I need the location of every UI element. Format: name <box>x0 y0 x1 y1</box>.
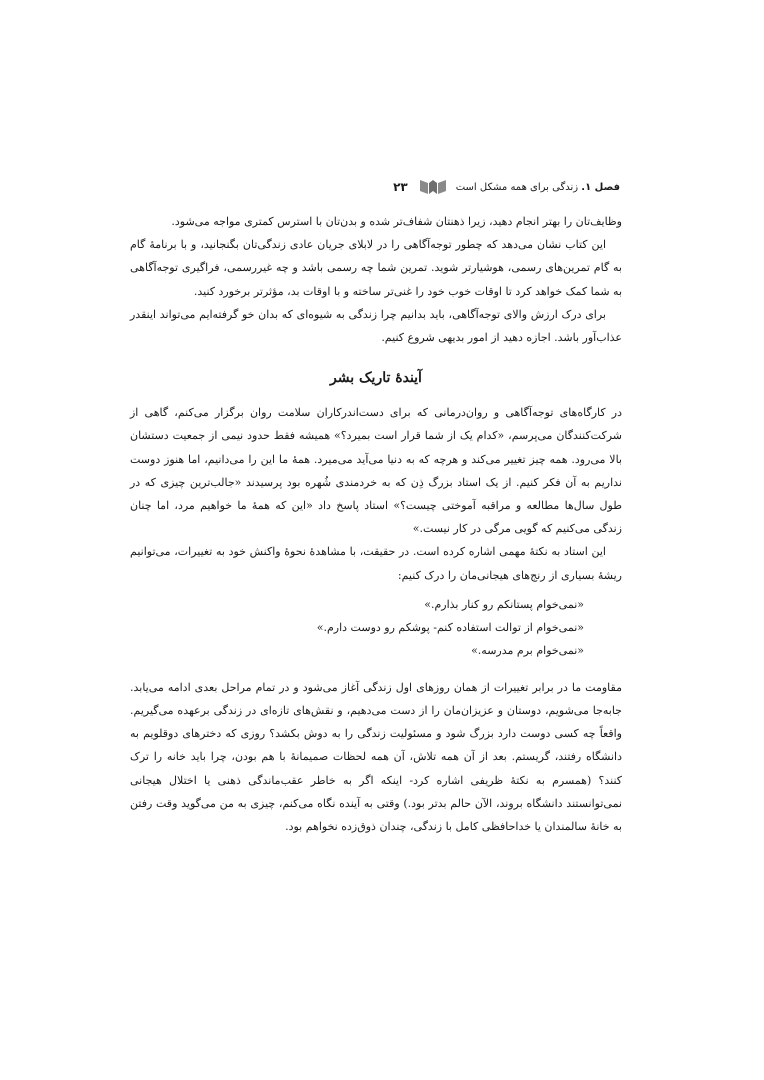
page-number: ۲۳ <box>393 180 408 194</box>
chapter-label: فصل ۱. <box>581 181 620 193</box>
section-paragraph-3: مقاومت ما در برابر تغییرات از همان روزهای اول زندگی آغاز می‌شود و در تمام مراحل بعدی ادامه می‌یابد. جابه‌جا می‌شویم، دوستان و عزیزان‌مان را از دست می‌دهیم، و نقش‌های تازه‌ای در زندگی برعهده می‌گیریم. واقعاً چه کسی دوست دارد بزرگ شود و مسئولیت زندگی را به دوش بکشد؟ روزی که دخترهای دوقلویم به دانشگاه رفتند، گریستم. بعد از آن همه تلاش، آن همه لحظات صمیمانهٔ با هم بودن، چرا باید خانه را ترک کنند؟ (همسرم به نکتهٔ ظریفی اشاره کرد- اینکه اگر به خاطر عقب‌ماندگی ذهنی یا اختلال هیجانی نمی‌توانستند دانشگاه بروند، الآن حالم بدتر بود.) وقتی به آینده نگاه می‌کنم، چیزی به من می‌گوید وقت رفتن به خانهٔ سالمندان یا خداحافظی کامل با زندگی، چندان ذوق‌زده نخواهم بود. <box>130 680 622 834</box>
section-heading: آیندهٔ تاریک بشر <box>330 370 422 387</box>
intro-paragraph-3: برای درک ارزش والای توجه‌آگاهی، باید بدانیم چرا زندگی به شیوه‌ای که بدان خو گرفته‌ایم می‌تواند اینقدر عذاب‌آور باشد. اجازه دهید از امور بدیهی شروع کنیم. <box>130 307 622 345</box>
page-header <box>132 176 620 198</box>
book-logo-icon <box>418 178 448 196</box>
page-body <box>130 210 622 838</box>
section-paragraph-2: این استاد به نکتهٔ مهمی اشاره کرده است. در حقیقت، با مشاهدهٔ نحوهٔ واکنش خود به تغییرات، می‌توانیم ریشهٔ بسیاری از رنج‌های هیجانی‌مان را درک کنیم: <box>130 545 622 582</box>
quote-item: «نمی‌خوام پستانکم رو کنار بذارم.» <box>424 597 584 611</box>
quote-list <box>130 593 584 662</box>
spacer <box>130 668 622 676</box>
section-paragraph-1: در کارگاه‌های توجه‌آگاهی و روان‌درمانی که برای دست‌اندرکاران سلامت روان برگزار می‌کنم، گاهی از شرکت‌کنندگان می‌پرسم، «کدام یک از شما قرار است بمیرد؟» همیشه فقط حدود نیمی از جمعیت دستشان بالا می‌رود. همه چیز تغییر می‌کند و هرچه که به دنیا می‌آید می‌میرد. همهٔ ما این را می‌دانیم، اما هنوز دوست نداریم به آن فکر کنیم. از یک استاد بزرگ ذِن که به خردمندی شُهره بود پرسیدند «جالب‌ترین چیزی که در طول سال‌ها مطالعه و مراقبه آموختی چیست؟» استاد پاسخ داد «این که همهٔ ما خواهیم مرد، اما چنان زندگی می‌کنیم که گویی مرگی در کار نیست.» <box>130 406 622 536</box>
quote-item: «نمی‌خوام برم مدرسه.» <box>471 643 584 657</box>
intro-paragraph-1: وظایف‌تان را بهتر انجام دهید، زیرا ذهنتان شفاف‌تر شده و بدن‌تان با استرس کمتری مواجه می‌شود. <box>171 215 622 228</box>
running-head <box>456 182 620 193</box>
quote-item: «نمی‌خوام از توالت استفاده کنم- پوشکم رو دوست دارم.» <box>316 620 584 634</box>
intro-paragraph-2: این کتاب نشان می‌دهد که چطور توجه‌آگاهی را در لابلای جریان عادی زندگی‌تان بگنجانید، و با برنامهٔ گام به گام تمرین‌های رسمی، هوشیارتر شوید. تمرین شما چه رسمی باشد و چه غیررسمی، فراگیری توجه‌آگاهی به شما کمک خواهد کرد تا اوقات خوب خود را غنی‌تر ساخته و با اوقات بد، مؤثرتر برخورد کنید. <box>130 238 622 298</box>
chapter-title: زندگی برای همه مشکل است <box>455 181 582 193</box>
